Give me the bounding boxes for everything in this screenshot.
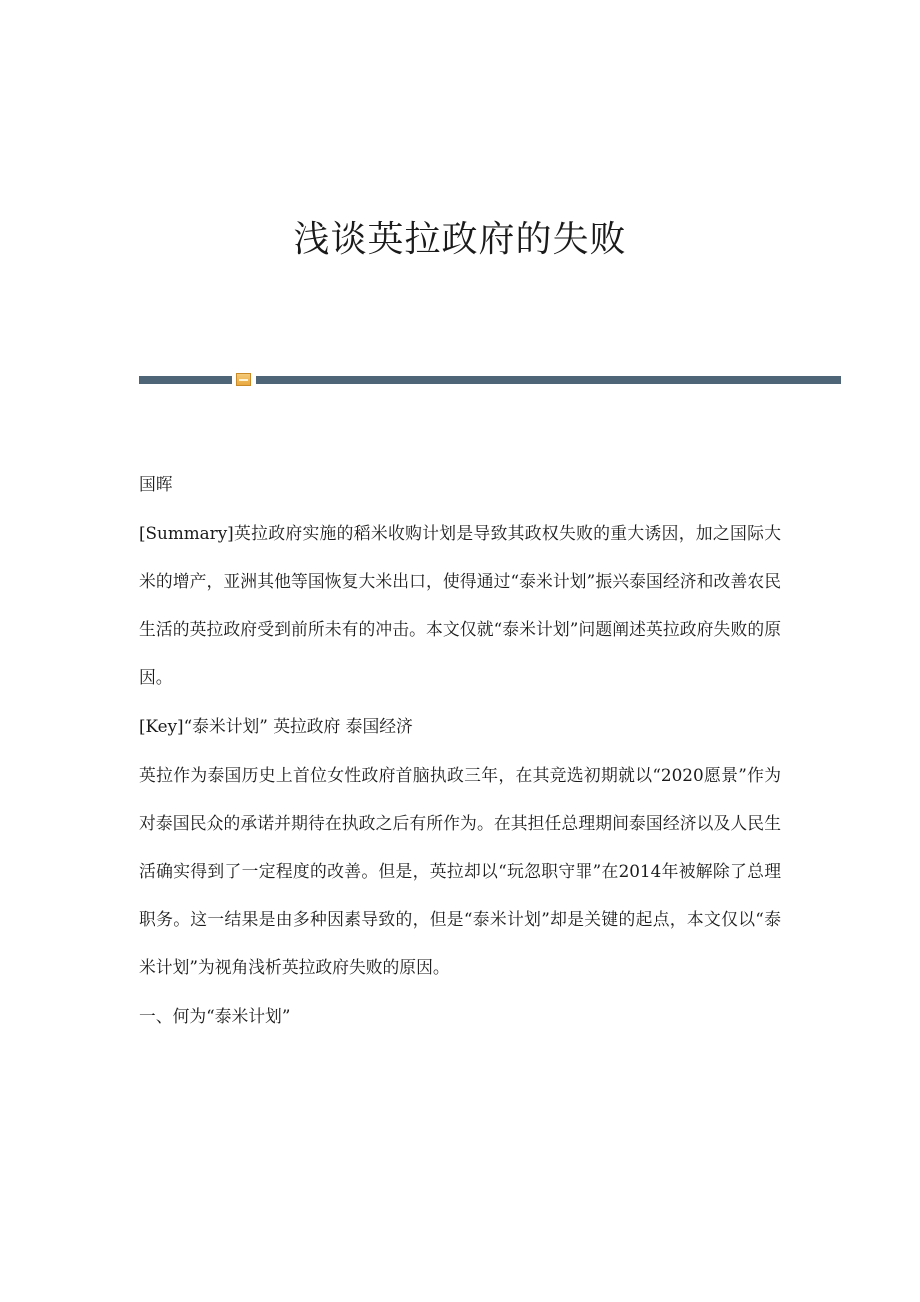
intro-paragraph: 英拉作为泰国历史上首位女性政府首脑执政三年，在其竞选初期就以“2020愿景”作为对泰国民众的承诺并期待在执政之后有所作为。在其担任总理期间泰国经济以及人民生活确实得到了一定程度的改善。但是，英拉却以“玩忽职守罪”在2014年被解除了总理职务。这一结果是由多种因素导致的，但是“泰米计划”却是关键的起点，本文仅以“泰米计划”为视角浅析英拉政府失败的原因。 xyxy=(139,765,781,977)
document-body xyxy=(139,460,781,1041)
divider-bar-left xyxy=(139,376,232,384)
keywords-paragraph: [Key]“泰米计划” 英拉政府 泰国经济 xyxy=(139,716,413,736)
summary-paragraph: [Summary]英拉政府实施的稻米收购计划是导致其政权失败的重大诱因，加之国际大米的增产，亚洲其他等国恢复大米出口，使得通过“泰米计划”振兴泰国经济和改善农民生活的英拉政府受到前所未有的冲击。本文仅就“泰米计划”问题阐述英拉政府失败的原因。 xyxy=(139,523,781,687)
author: 国晖 xyxy=(139,474,173,494)
title-divider xyxy=(139,373,841,387)
section-heading: 一、何为“泰米计划” xyxy=(139,1006,291,1026)
divider-bar-right xyxy=(256,376,841,384)
document-title: 浅谈英拉政府的失败 xyxy=(293,219,627,260)
divider-emblem-icon xyxy=(236,373,251,386)
